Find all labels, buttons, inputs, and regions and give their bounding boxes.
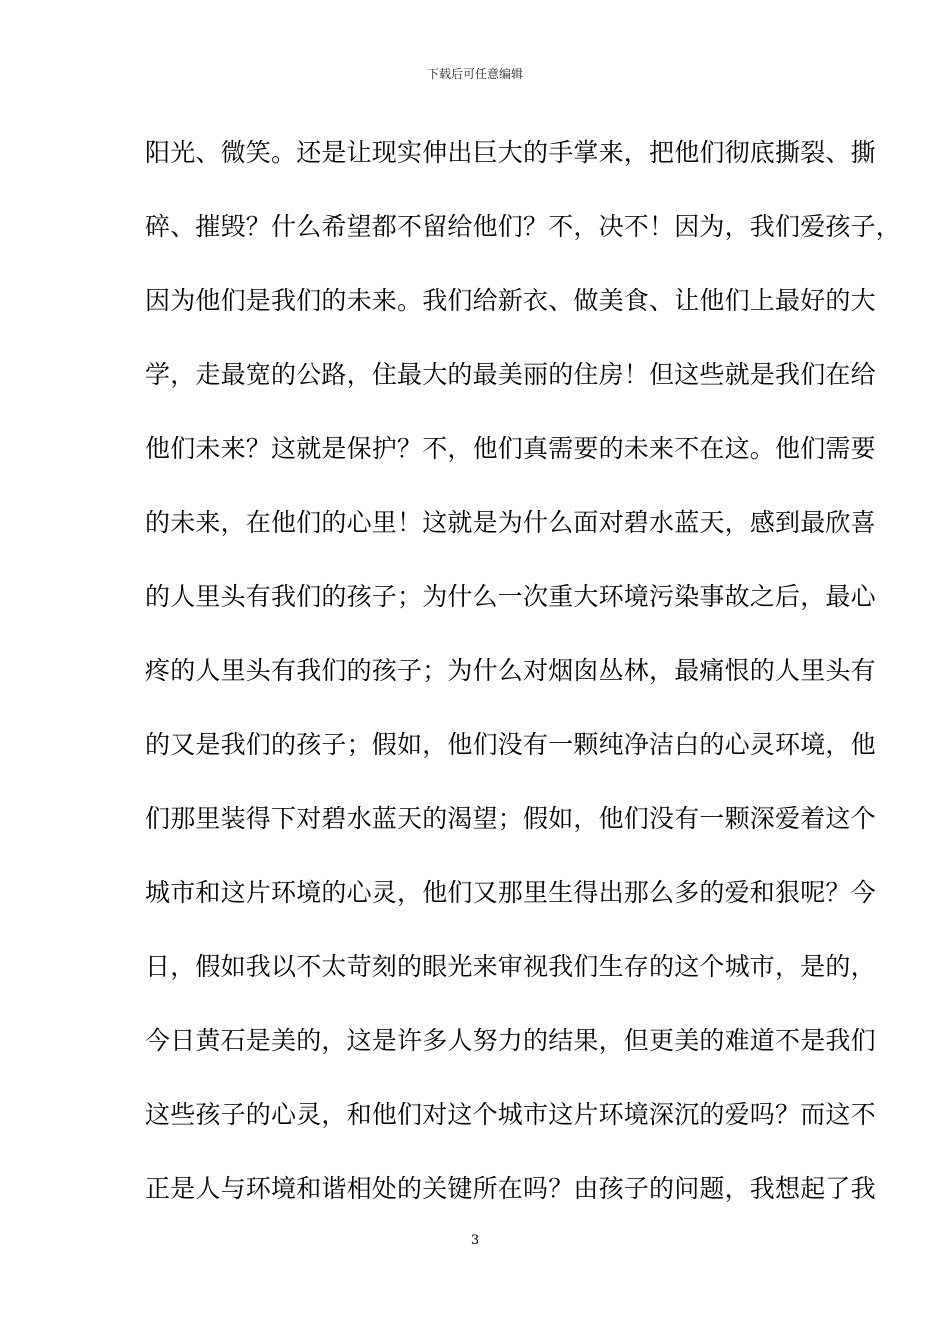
- body-text: [145, 133, 902, 1243]
- page-number: 3: [470, 1233, 480, 1248]
- text-line: 日，假如我以不太苛刻的眼光来审视我们生存的这个城市，是的，: [145, 952, 876, 981]
- text-line: 他们未来？这就是保护？不，他们真需要的未来不在这。他们需要: [145, 434, 876, 463]
- header-note: 下载后可任意编辑: [426, 67, 523, 81]
- text-line: 的又是我们的孩子；假如，他们没有一颗纯净洁白的心灵环境，他: [145, 730, 876, 759]
- text-line: 今日黄石是美的，这是许多人努力的结果，但更美的难道不是我们: [145, 1026, 876, 1055]
- text-line: 城市和这片环境的心灵，他们又那里生得出那么多的爱和狠呢？今: [145, 878, 876, 907]
- text-line: 阳光、微笑。还是让现实伸出巨大的手掌来，把他们彻底撕裂、撕: [145, 138, 876, 167]
- text-line: 们那里装得下对碧水蓝天的渴望；假如，他们没有一颗深爱着这个: [145, 804, 876, 833]
- text-line: 因为他们是我们的未来。我们给新衣、做美食、让他们上最好的大: [145, 286, 876, 315]
- text-line: 的人里头有我们的孩子；为什么一次重大环境污染事故之后，最心: [145, 582, 876, 611]
- text-line: 这些孩子的心灵，和他们对这个城市这片环境深沉的爱吗？而这不: [145, 1100, 876, 1129]
- text-line: 疼的人里头有我们的孩子；为什么对烟囱丛林，最痛恨的人里头有: [145, 656, 876, 685]
- text-line: 学，走最宽的公路，住最大的最美丽的住房！但这些就是我们在给: [145, 360, 876, 389]
- text-line: 碎、摧毁？什么希望都不留给他们？不，决不！因为，我们爱孩子，: [145, 212, 902, 241]
- text-line: 的未来，在他们的心里！这就是为什么面对碧水蓝天，感到最欣喜: [145, 508, 876, 537]
- text-line: 正是人与环境和谐相处的关键所在吗？由孩子的问题，我想起了我: [145, 1174, 876, 1203]
